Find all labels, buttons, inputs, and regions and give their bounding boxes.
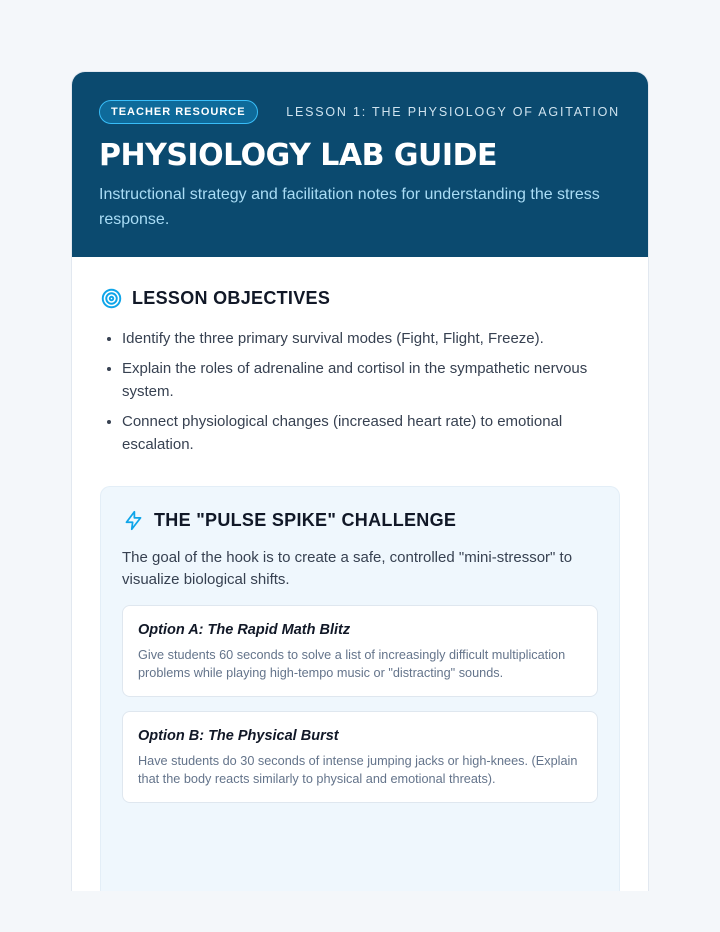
guide-header: [72, 72, 648, 257]
challenge-panel: [100, 486, 620, 891]
objectives-heading-row: [100, 287, 620, 309]
objectives-heading: LESSON OBJECTIVES: [132, 287, 331, 308]
option-card-b: [122, 711, 598, 803]
page-title: PHYSIOLOGY LAB GUIDE: [99, 138, 497, 173]
option-a-text: Give students 60 seconds to solve a list of increasingly difficult multiplication problems while playing high-tempo music or "distracting" sounds.: [138, 648, 566, 680]
objective-item: • Explain the roles of adrenaline and cortisol in the sympathetic nervous system.: [122, 357, 620, 403]
lab-guide-card: [71, 71, 649, 891]
guide-content: [72, 257, 648, 891]
objective-item: • Connect physiological changes (increased heart rate) to emotional escalation.: [122, 410, 620, 456]
lesson-label: LESSON 1: THE PHYSIOLOGY OF AGITATION: [286, 105, 620, 119]
challenge-heading: THE "PULSE SPIKE" CHALLENGE: [154, 509, 457, 530]
option-card-a: [122, 605, 598, 697]
target-icon: [100, 287, 122, 309]
challenge-intro: The goal of the hook is to create a safe, controlled "mini-stressor" to visualize biological shifts.: [122, 549, 573, 588]
lightning-icon: [122, 509, 144, 531]
option-a-title: Option A: The Rapid Math Blitz: [138, 622, 351, 638]
teacher-resource-badge: TEACHER RESOURCE: [99, 100, 258, 124]
option-b-text: Have students do 30 seconds of intense jumping jacks or high-knees. (Explain that the body reacts similarly to physical and emotional threats).: [138, 754, 578, 786]
objectives-list: [100, 327, 620, 456]
objective-item: • Identify the three primary survival modes (Fight, Flight, Freeze).: [122, 327, 620, 350]
option-b-title: Option B: The Physical Burst: [138, 728, 339, 744]
header-top-row: [99, 100, 620, 124]
challenge-heading-row: [122, 509, 598, 531]
page-subtitle: Instructional strategy and facilitation notes for understanding the stress response.: [99, 186, 600, 228]
